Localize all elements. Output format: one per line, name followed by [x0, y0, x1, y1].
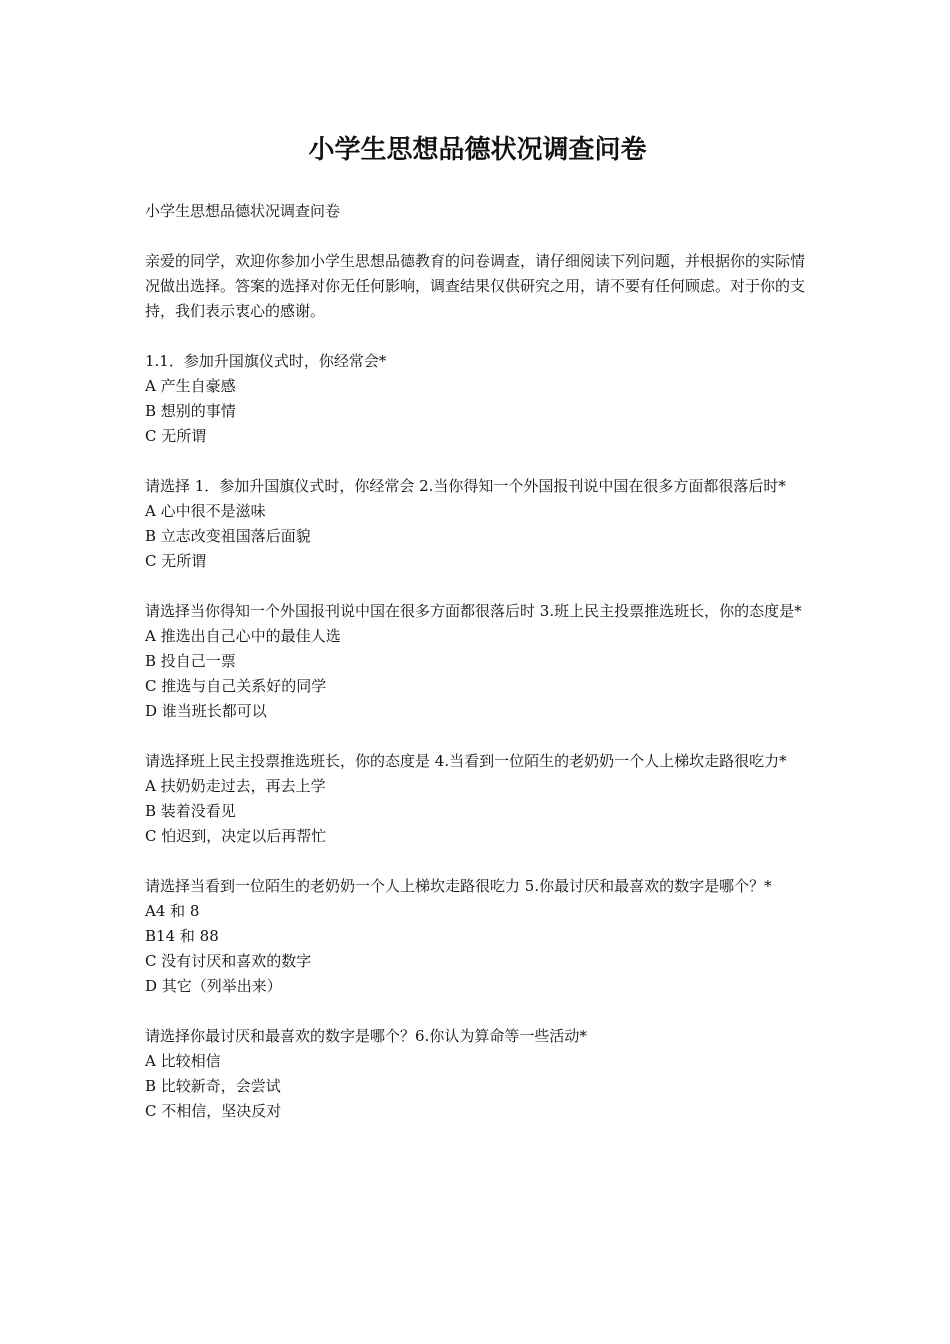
question-block	[145, 1024, 810, 1124]
option-item: C 怕迟到，决定以后再帮忙	[145, 827, 327, 845]
option-item: A4 和 8	[145, 902, 200, 920]
option-item: B14 和 88	[145, 927, 219, 945]
option-item: A 扶奶奶走过去，再去上学	[145, 777, 326, 795]
question-block	[145, 749, 810, 849]
question-text: 请选择 1．参加升国旗仪式时，你经常会 2.当你得知一个外国报刊说中国在很多方面都很落后时*	[145, 477, 786, 495]
subtitle: 小学生思想品德状况调查问卷	[145, 202, 341, 220]
option-item: C 无所谓	[145, 552, 207, 570]
option-item: B 想别的事情	[145, 402, 236, 420]
option-item: D 谁当班长都可以	[145, 702, 267, 720]
option-item: D 其它（列举出来）	[145, 977, 282, 995]
question-block	[145, 599, 810, 724]
option-item: C 推选与自己关系好的同学	[145, 677, 327, 695]
option-item: A 比较相信	[145, 1052, 221, 1070]
option-item: C 无所谓	[145, 427, 207, 445]
question-block	[145, 474, 810, 574]
option-item: B 立志改变祖国落后面貌	[145, 527, 311, 545]
option-item: C 没有讨厌和喜欢的数字	[145, 952, 312, 970]
document-title: 小学生思想品德状况调查问卷	[308, 135, 647, 165]
question-block	[145, 349, 810, 449]
option-item: A 心中很不是滋味	[145, 502, 266, 520]
document-body	[145, 199, 810, 1124]
option-item: A 推选出自己心中的最佳人选	[145, 627, 341, 645]
question-text: 请选择你最讨厌和最喜欢的数字是哪个？6.你认为算命等一些活动*	[145, 1027, 587, 1045]
question-text: 请选择当看到一位陌生的老奶奶一个人上梯坎走路很吃力 5.你最讨厌和最喜欢的数字是哪个？*	[145, 877, 772, 895]
intro-paragraph: 亲爱的同学，欢迎你参加小学生思想品德教育的问卷调查，请仔细阅读下列问题，并根据你的实际情况做出选择。答案的选择对你无任何影响，调查结果仅供研究之用，请不要有任何顾虑。对于你的支持，我们表示衷心的感谢。	[145, 252, 806, 320]
question-text: 1.1．参加升国旗仪式时，你经常会*	[145, 352, 387, 370]
option-item: B 比较新奇，会尝试	[145, 1077, 281, 1095]
question-text: 请选择当你得知一个外国报刊说中国在很多方面都很落后时 3.班上民主投票推选班长，你的态度是*	[145, 602, 802, 620]
option-item: A 产生自豪感	[145, 377, 236, 395]
option-item: C 不相信，坚决反对	[145, 1102, 282, 1120]
option-item: B 装着没看见	[145, 802, 236, 820]
question-text: 请选择班上民主投票推选班长，你的态度是 4.当看到一位陌生的老奶奶一个人上梯坎走路很吃力*	[145, 752, 787, 770]
question-block	[145, 874, 810, 999]
option-item: B 投自己一票	[145, 652, 236, 670]
